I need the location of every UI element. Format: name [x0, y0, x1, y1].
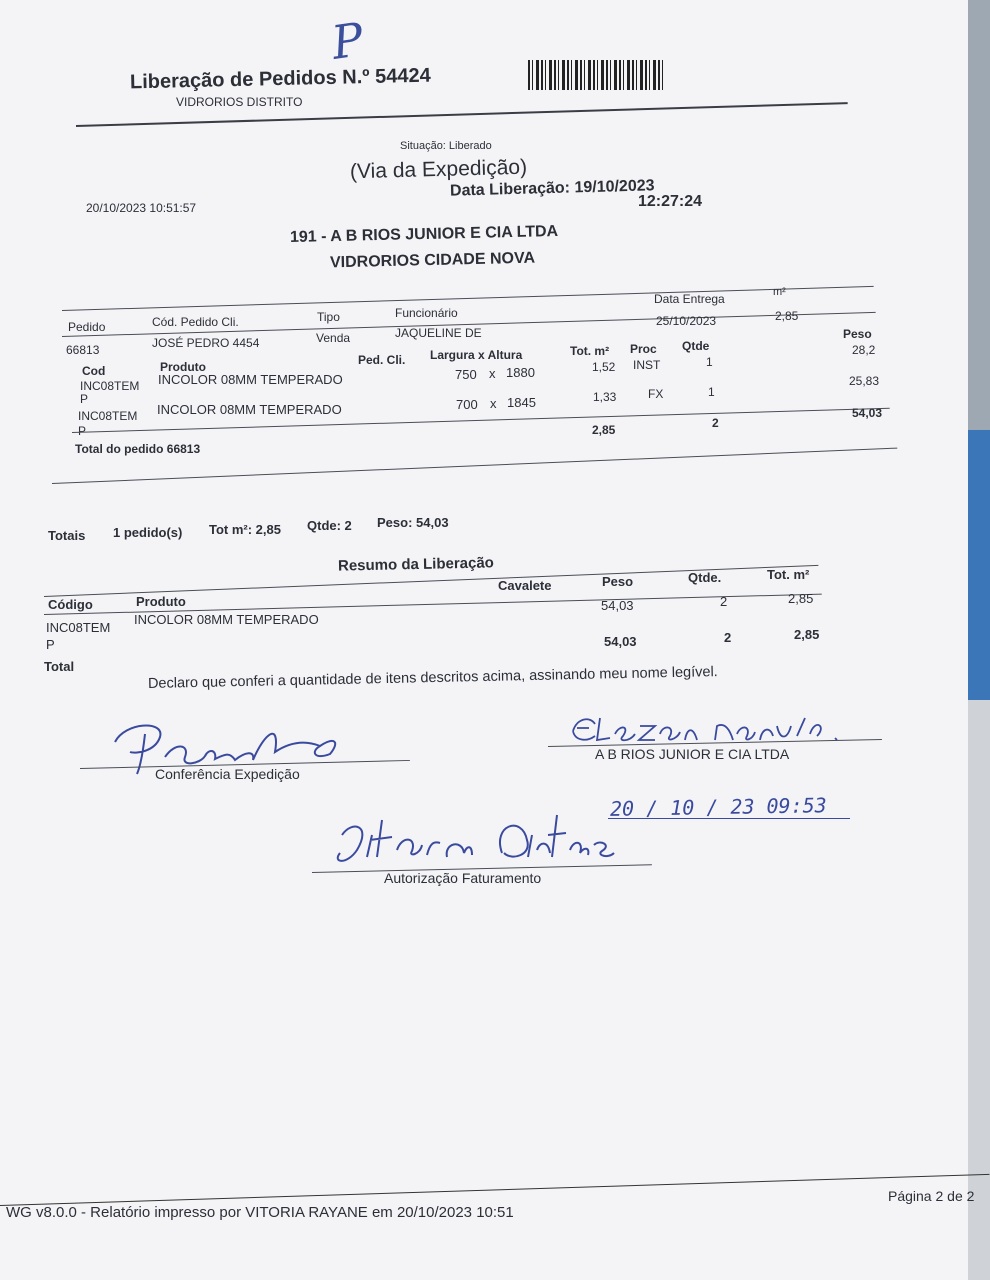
item-largura: 700 [456, 397, 478, 412]
totais-m2: Tot m²: 2,85 [209, 522, 281, 537]
handwritten-mark: P [328, 12, 367, 70]
barcode [528, 60, 663, 90]
col-ped-cli: Ped. Cli. [358, 353, 406, 367]
item-x: x [490, 396, 497, 411]
order-data-entrega: 25/10/2023 [656, 314, 717, 328]
order-top-line [62, 286, 874, 311]
col-dimensions: Largura x Altura [430, 348, 523, 362]
col-cod-pedido-cli: Cód. Pedido Cli. [152, 315, 239, 329]
total-peso: 54,03 [852, 406, 883, 420]
item-cod: INC08TEM [78, 409, 138, 423]
client-name: 191 - A B RIOS JUNIOR E CIA LTDA [289, 222, 559, 247]
col-produto: Produto [160, 360, 206, 374]
resumo-total-label: Total [44, 659, 75, 674]
footer-page-number: Página 2 de 2 [888, 1188, 975, 1204]
handwritten-date: 20 / 10 / 23 09:53 [609, 793, 827, 821]
conferencia-label: Conferência Expedição [155, 766, 300, 782]
item-tot-m2: 1,33 [593, 390, 617, 404]
footer-printed-by: WG v8.0.0 - Relatório impresso por VITORIA RAYANE em 20/10/2023 10:51 [6, 1204, 514, 1221]
totais-label: Totais [48, 528, 86, 543]
order-tipo: Venda [316, 331, 351, 345]
resumo-total-peso: 54,03 [604, 634, 637, 649]
resumo-col-codigo: Código [48, 597, 93, 612]
resumo-col-peso: Peso [602, 574, 634, 589]
item-cod: INC08TEM [80, 379, 140, 393]
col-data-entrega: Data Entrega [654, 292, 725, 306]
item-proc: INST [633, 358, 661, 372]
item-tot-m2: 1,52 [592, 360, 616, 374]
item-qtde: 1 [706, 355, 713, 369]
order-pedido: 66813 [66, 343, 100, 357]
footer-line [0, 1174, 990, 1206]
resumo-title: Resumo da Liberação [337, 554, 495, 575]
item-peso: 25,83 [849, 374, 880, 388]
resumo-tot-m2: 2,85 [788, 591, 814, 606]
col-proc: Proc [630, 342, 657, 356]
resumo-produto: INCOLOR 08MM TEMPERADO [134, 612, 319, 627]
totais-pedidos: 1 pedido(s) [113, 525, 183, 540]
total-qtde: 2 [712, 416, 719, 430]
document-title: Liberação de Pedidos N.º 54424 [129, 64, 431, 94]
totais-peso: Peso: 54,03 [377, 515, 449, 530]
item-altura: 1880 [506, 365, 535, 380]
store-name: VIDRORIOS CIDADE NOVA [329, 249, 536, 272]
order-cod-pedido-cli: JOSÉ PEDRO 4454 [152, 336, 260, 350]
item-x: x [489, 366, 496, 381]
via-label: (Via da Expedição) [349, 155, 528, 184]
col-m2: m² [773, 286, 786, 298]
resumo-codigo: INC08TEM [46, 620, 111, 635]
col-tot-m2: Tot. m² [570, 344, 610, 358]
resumo-total-m2: 2,85 [794, 627, 820, 642]
item-produto: INCOLOR 08MM TEMPERADO [158, 372, 343, 387]
item-largura: 750 [455, 367, 477, 382]
totais-qtde: Qtde: 2 [307, 518, 352, 533]
item-cod-suffix: P [80, 392, 89, 406]
order-funcionario: JAQUELINE DE [395, 326, 482, 340]
line-date [608, 818, 850, 819]
resumo-codigo-suffix: P [46, 637, 55, 652]
status-text: Situação: Liberado [400, 140, 492, 152]
item-qtde: 1 [708, 385, 715, 399]
resumo-qtde: 2 [720, 594, 728, 609]
release-time: 12:27:24 [638, 193, 703, 210]
col-peso: Peso [843, 327, 872, 341]
declaration-text: Declaro que conferi a quantidade de itens descritos acima, assinando meu nome legível. [147, 664, 718, 692]
cliente-label: A B RIOS JUNIOR E CIA LTDA [595, 746, 790, 762]
item-produto: INCOLOR 08MM TEMPERADO [157, 402, 342, 417]
item-proc: FX [648, 387, 664, 401]
item-altura: 1845 [507, 395, 536, 410]
col-cod: Cod [82, 364, 106, 378]
item-peso: 28,2 [852, 343, 876, 357]
resumo-total-qtde: 2 [724, 630, 732, 645]
total-m2: 2,85 [592, 423, 616, 437]
autorizacao-label: Autorização Faturamento [384, 870, 542, 886]
resumo-peso: 54,03 [601, 598, 634, 613]
resumo-col-qtde: Qtde. [688, 570, 722, 585]
order-m2: 2,85 [775, 309, 799, 323]
release-date: Data Liberação: 19/10/2023 [449, 177, 655, 200]
col-pedido: Pedido [68, 320, 106, 334]
company-name: VIDRORIOS DISTRITO [176, 95, 303, 109]
total-label: Total do pedido 66813 [75, 442, 201, 456]
col-tipo: Tipo [317, 310, 340, 324]
item-cod-suffix: P [78, 424, 87, 438]
resumo-col-produto: Produto [136, 594, 186, 609]
col-funcionario: Funcionário [395, 306, 458, 320]
col-qtde: Qtde [682, 339, 710, 353]
resumo-col-cavalete: Cavalete [498, 578, 552, 593]
print-timestamp: 20/10/2023 10:51:57 [86, 201, 197, 215]
resumo-col-tot-m2: Tot. m² [767, 567, 810, 582]
